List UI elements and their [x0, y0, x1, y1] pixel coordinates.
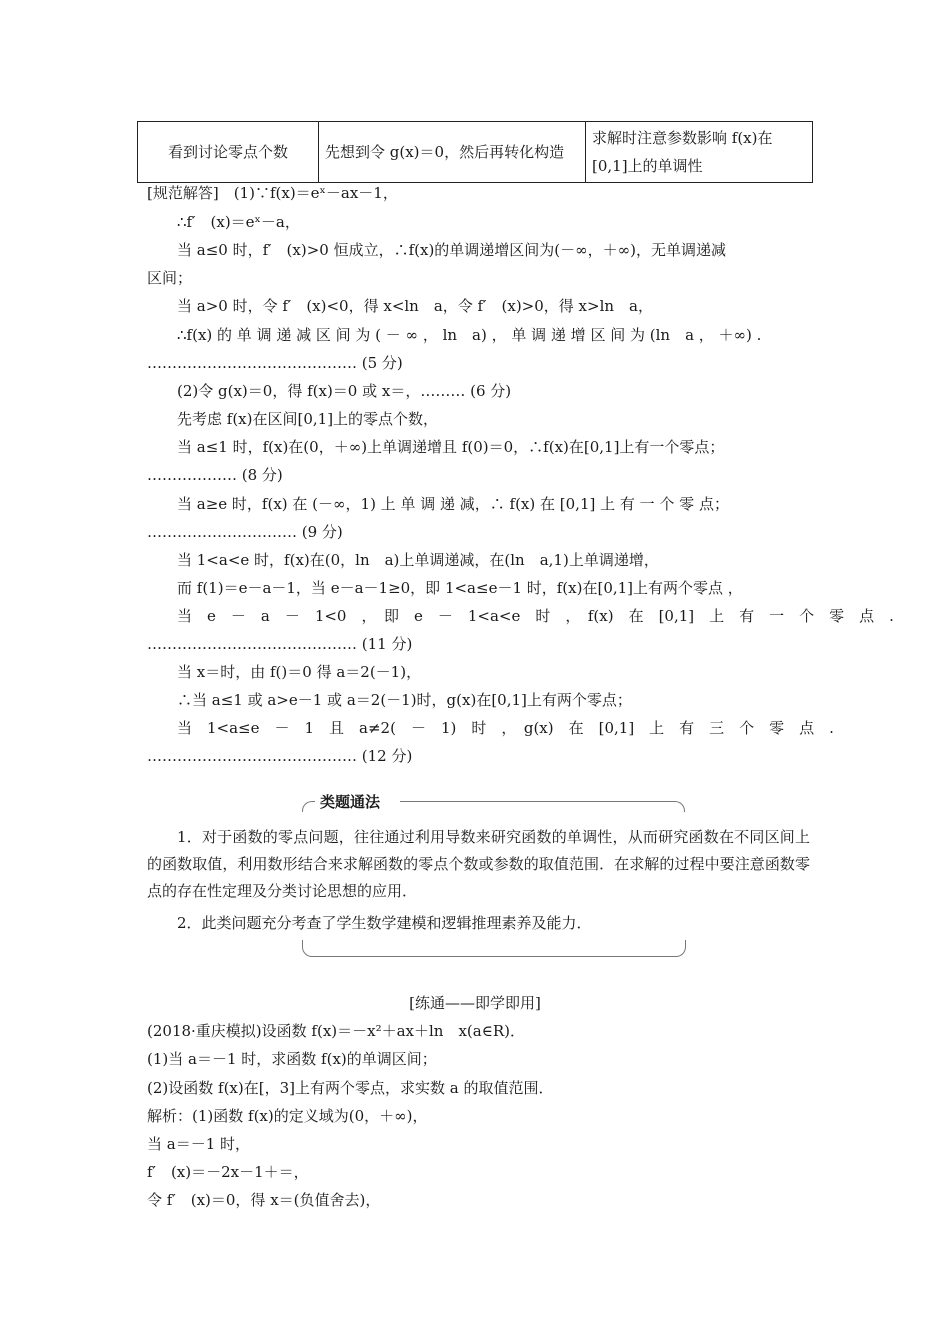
solution-line: ∴f′ (x)＝eˣ－a， [177, 213, 300, 231]
solution-line: 当 x＝时，由 f()＝0 得 a＝2(－1)， [177, 663, 422, 681]
practice-line: (2)设函数 f(x)在[，3]上有两个零点，求实数 a 的取值范围． [147, 1079, 554, 1097]
practice-heading: [练通——即学即用] [409, 994, 541, 1012]
solution-line: ………………………… (9 分) [147, 523, 343, 541]
box-frame-bottom [302, 940, 686, 957]
solution-line: 当 1<a≤e － 1 且 a≠2( － 1) 时 ， g(x) 在 [0,1] 上 有 三 个 零 点 . [177, 719, 834, 737]
solution-line: 先考虑 f(x)在区间[0,1]上的零点个数， [177, 410, 439, 428]
box-frame-top-right [400, 801, 685, 812]
summary-paragraph: 1．对于函数的零点问题，往往通过利用导数来研究函数的单调性，从而研究函数在不同区间上的函数取值，利用数形结合来求解函数的零点个数或参数的取值范围．在求解的过程中要注意函数零点的存在性定理及分类讨论思想的应用． [147, 828, 810, 900]
solution-line: …………………………………… (11 分) [147, 635, 413, 653]
solution-line: (2)令 g(x)＝0，得 f(x)＝0 或 x＝，……… (6 分) [177, 382, 512, 400]
solution-line: 当 a>0 时，令 f′ (x)<0，得 x<ln a，令 f′ (x)>0，得 x>ln a， [177, 297, 653, 315]
practice-line: (1)当 a＝－1 时，求函数 f(x)的单调区间； [147, 1050, 437, 1068]
solution-line: 当 1<a<e 时，f(x)在(0，ln a)上单调递减，在(ln a,1)上单调递增， [177, 551, 659, 569]
summary-box-title: 类题通法 [320, 793, 381, 811]
solution-line: 区间； [147, 269, 193, 287]
practice-line: 解析：(1)函数 f(x)的定义域为(0，＋∞)， [147, 1107, 428, 1125]
summary-paragraph: 2．此类问题充分考查了学生数学建模和逻辑推理素养及能力． [177, 914, 592, 932]
solution-line: 而 f(1)＝e－a－1，当 e－a－1≥0，即 1<a≤e－1 时，f(x)在[0,1]上有两个零点 ， [177, 579, 743, 597]
table-cell-idea: 先想到令 g(x)＝0，然后再转化构造 [319, 122, 586, 183]
practice-line: f′ (x)＝－2x－1＋＝， [147, 1163, 309, 1181]
solution-line: …………………………………… (5 分) [147, 354, 403, 372]
box-frame-top-left [302, 801, 315, 812]
solution-line: 当 a≥e 时，f(x) 在 (－∞，1) 上 单 调 递 减，∴ f(x) 在 [0,1] 上 有 一 个 零 点； [177, 495, 729, 513]
solution-line: [规范解答] (1)∵f(x)＝eˣ－ax－1， [147, 184, 398, 202]
table-cell-trigger: 看到讨论零点个数 [138, 122, 319, 183]
solution-line: ∴当 a≤1 或 a>e－1 或 a＝2(－1)时，g(x)在[0,1]上有两个零点； [177, 691, 632, 709]
practice-line: (2018·重庆模拟)设函数 f(x)＝－x²＋ax＋ln x(a∈R)． [147, 1022, 525, 1040]
table-row [138, 122, 813, 183]
table-cell-caution: 求解时注意参数影响 f(x)在[0,1]上的单调性 [586, 122, 813, 183]
solution-line: 当 e － a － 1<0 ， 即 e － 1<a<e 时 ， f(x) 在 [0,1] 上 有 一 个 零 点 . [177, 607, 894, 625]
practice-line: 令 f′ (x)＝0，得 x＝(负值舍去)， [147, 1191, 381, 1209]
practice-line: 当 a＝－1 时， [147, 1135, 251, 1153]
method-table [137, 121, 813, 183]
solution-line: ∴f(x) 的 单 调 递 减 区 间 为 ( － ∞ ， ln a) ， 单 调 递 增 区 间 为 (ln a ， ＋∞) . [177, 326, 762, 344]
solution-line: 当 a≤0 时，f′ (x)>0 恒成立，∴f(x)的单调递增区间为(－∞，＋∞)，无单调递减 [177, 241, 727, 259]
solution-line: 当 a≤1 时，f(x)在(0，＋∞)上单调递增且 f(0)＝0，∴f(x)在[0,1]上有一个零点； [177, 438, 725, 456]
solution-line: ……………… (8 分) [147, 466, 283, 484]
solution-line: …………………………………… (12 分) [147, 747, 413, 765]
